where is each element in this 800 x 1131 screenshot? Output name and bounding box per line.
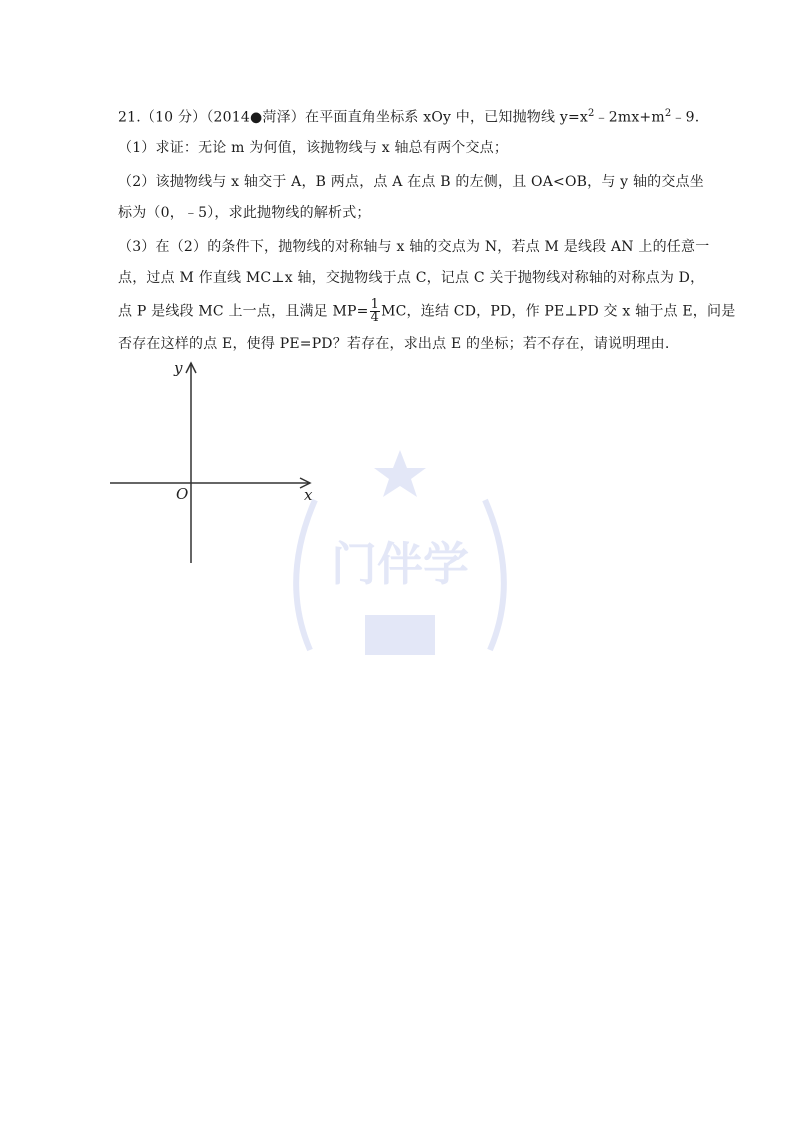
- y-axis-label: y: [174, 359, 183, 377]
- question-number: 21.: [118, 109, 141, 126]
- x-axis-label: x: [304, 486, 313, 504]
- star-icon: [374, 450, 426, 497]
- question-score: （10 分）: [140, 109, 207, 126]
- part-2-line-2: 标为（0，﹣5），求此抛物线的解析式；: [118, 205, 371, 221]
- part-2-line-1: （2）该抛物线与 x 轴交于 A，B 两点，点 A 在点 B 的左侧，且 OA<OB，与 y 轴的交点坐: [118, 174, 704, 190]
- question-stem: 在平面直角坐标系 xOy 中，已知抛物线 y=x: [305, 109, 588, 126]
- laurel-right: [485, 500, 504, 650]
- part-3-line-4: 否存在这样的点 E，使得 PE=PD？若存在，求出点 E 的坐标；若不存在，请说明理由.: [118, 336, 670, 352]
- building-icon: [365, 615, 435, 655]
- coordinate-axes-figure: [110, 355, 320, 570]
- exponent: 2: [587, 108, 595, 119]
- question-source: （2014●菏泽）: [206, 109, 305, 126]
- part-1-text: （1）求证：无论 m 为何值，该抛物线与 x 轴总有两个交点；: [118, 140, 509, 156]
- question-stem-end: ﹣9.: [671, 109, 700, 126]
- part-3-line-2: 点，过点 M 作直线 MC⊥x 轴，交抛物线于点 C，记点 C 关于抛物线对称轴的对称点为 D，: [118, 270, 705, 286]
- origin-label: O: [176, 485, 189, 503]
- fraction-numerator: 1: [370, 297, 380, 312]
- fraction-denominator: 4: [370, 310, 380, 325]
- question-stem-mid: ﹣2mx+m: [594, 109, 665, 126]
- part-3-line-3-pre: 点 P 是线段 MC 上一点，且满足 MP=: [118, 303, 369, 320]
- exponent: 2: [664, 108, 672, 119]
- part-3-line-3: [118, 299, 735, 324]
- fraction: [370, 299, 380, 324]
- part-3-line-3-post: MC，连结 CD，PD，作 PE⊥PD 交 x 轴于点 E，问是: [381, 303, 736, 320]
- question-header: [118, 104, 699, 128]
- watermark-text: 门伴学: [331, 537, 469, 591]
- part-3-line-1: （3）在（2）的条件下，抛物线的对称轴与 x 轴的交点为 N，若点 M 是线段 AN 上的任意一: [118, 239, 710, 255]
